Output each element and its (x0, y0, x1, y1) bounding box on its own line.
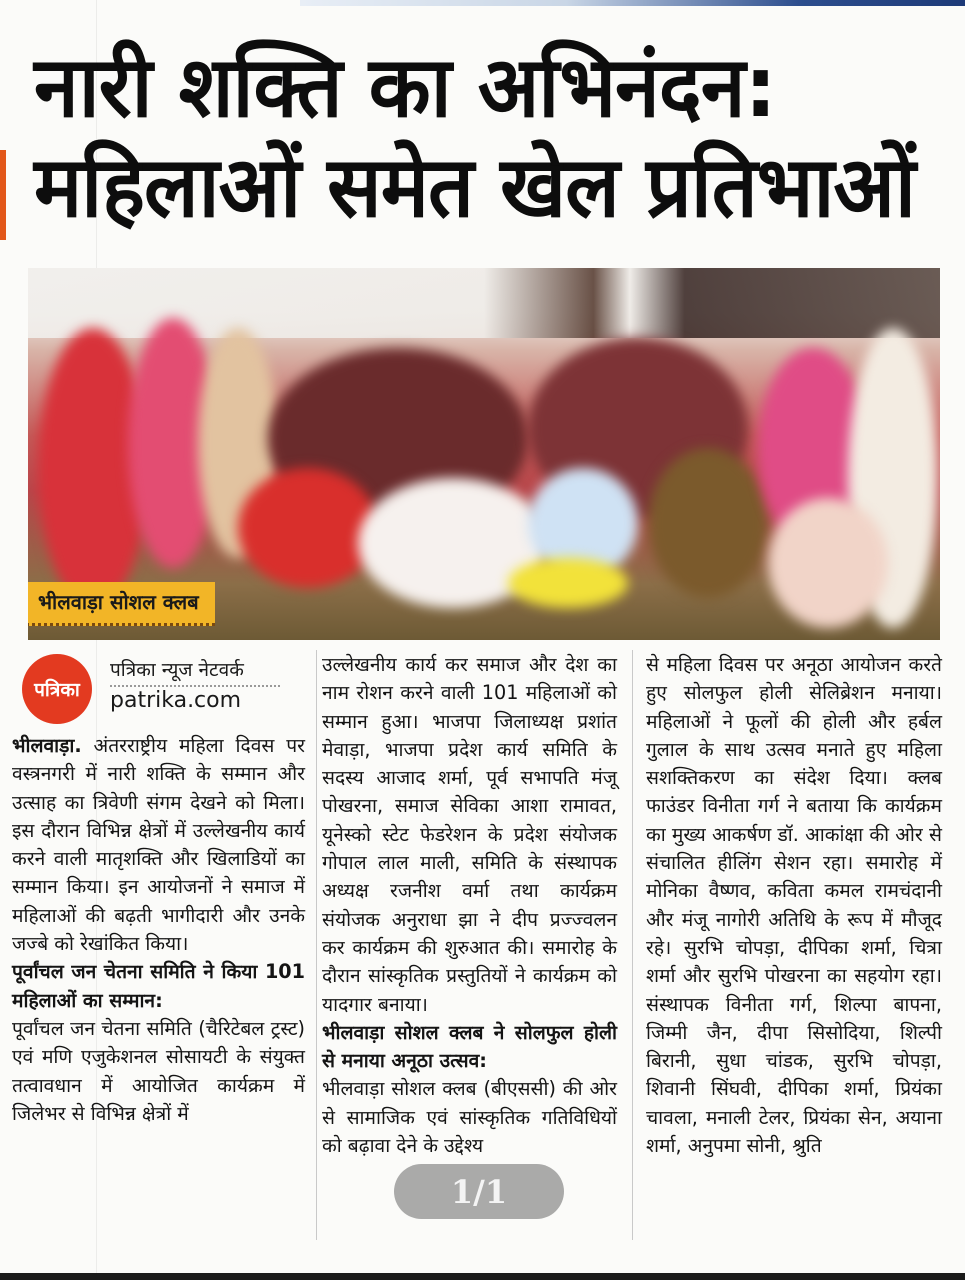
top-color-strip (300, 0, 965, 6)
article-column-2 (322, 651, 617, 1160)
section2-text-part1: भीलवाड़ा सोशल क्लब (बीएससी) की ओर से सामाजिक एवं सांस्कृतिक गतिविधियों को बढ़ावा देने के उद्देश्य (322, 1077, 617, 1158)
headline (34, 38, 936, 236)
column-rule (316, 650, 317, 1240)
section2-heading: भीलवाड़ा सोशल क्लब ने सोलफुल होली से मनाया अनूठा उत्सव: (322, 1020, 617, 1073)
logo-text: पत्रिका (34, 679, 80, 701)
section2-text-part2: से महिला दिवस पर अनूठा आयोजन करते हुए सोलफुल होली सेलिब्रेशन मनाया। महिलाओं ने फूलों की होली और हर्बल गुलाल के साथ उत्सव मनाते हुए महिला सशक्तिकरण का संदेश दिया। क्लब फाउंडर विनीता गर्ग ने बताया कि कार्यक्रम का मुख्य आकर्षण डॉ. आकांक्षा की ओर से संचालित हीलिंग सेशन रहा। समारोह में मोनिका वैष्णव, कविता कमल रामचंदानी और मंजू नागोरी अतिथि के रूप में मौजूद रहे। सुरभि चोपड़ा, दीपिका शर्मा, चित्रा शर्मा और सुरभि पोखरना का सहयोग रहा। संस्थापक विनीता गर्ग, शिल्पा बापना, जिम्मी जैन, दीपा सिसोदिया, शिल्पी बिरानी, सुधा चांडक, सुरभि चोपड़ा, शिवानी सिंघवी, दीपिका शर्मा, प्रियंका चावला, मनाली टेलर, प्रियंका सेन, अयाना शर्मा, अनुपमा सोनी, श्रुति (646, 653, 942, 1158)
page-indicator (394, 1164, 564, 1219)
section1-text-part2: उल्लेखनीय कार्य कर समाज और देश का नाम रोशन करने वाली 101 महिलाओं को सम्मान हुआ। भाजपा जिलाध्यक्ष प्रशांत मेवाड़ा, भाजपा प्रदेश कार्य समिति के सदस्य आजाद शर्मा, पूर्व सभापति मंजू पोखरना, समाज सेविका आशा रामावत, यूनेस्को स्टेट फेडरेशन के प्रदेश संयोजक गोपाल लाल माली, समिति के संस्थापक अध्यक्ष रजनीश वर्मा तथा कार्यक्रम संयोजक अनुराधा झा ने दीप प्रज्ज्वलन कर कार्यक्रम की शुरुआत की। समारोह के दौरान सांस्कृतिक प्रस्तुतियों ने कार्यक्रम को यादगार बनाया। (322, 653, 617, 1016)
column-rule (632, 650, 633, 1240)
patrika-logo (22, 654, 92, 724)
news-network: पत्रिका न्यूज नेटवर्क (110, 659, 244, 681)
article-column-3 (646, 651, 942, 1160)
intro-paragraph (12, 732, 305, 958)
intro-text: अंतरराष्ट्रीय महिला दिवस पर वस्त्रनगरी में नारी शक्ति के सम्मान और उत्साह का त्रिवेणी संगम देखने को मिला। इस दौरान विभिन्न क्षेत्रों में उल्लेखनीय कार्य करने वाली मातृशक्ति और खिलाडियों का सम्मान किया। इन आयोजनों ने समाज में महिलाओं की बढ़ती भागीदारी और उनके जज्बे को रेखांकित किया। (12, 734, 305, 956)
headline-line-2: महिलाओं समेत खेल प्रतिभाओं (34, 138, 915, 236)
bottom-edge-bar (0, 1273, 965, 1280)
left-edge-color-mark (0, 150, 6, 240)
photo-caption-tag: भीलवाड़ा सोशल क्लब (28, 582, 215, 626)
byline-divider (110, 683, 280, 687)
page-indicator-text: 1/1 (450, 1172, 508, 1211)
headline-line-1: नारी शक्ति का अभिनंदन: (34, 38, 776, 136)
website-link[interactable]: patrika.com (110, 688, 242, 713)
dateline: भीलवाड़ा. (12, 734, 82, 757)
article-column-1 (12, 732, 305, 1128)
photo-figure (768, 498, 888, 628)
byline (110, 658, 280, 713)
section1-heading: पूर्वांचल जन चेतना समिति ने किया 101 महिलाओं का सम्मान: (12, 960, 305, 1012)
photo-figure (648, 448, 768, 598)
photo-figure (238, 468, 378, 588)
group-photo (28, 268, 940, 640)
section1-text-part1: पूर्वांचल जन चेतना समिति (चैरिटेबल ट्रस्ट) एवं मणि एजुकेशनल सोसायटी के संयुक्त तत्वावधान में आयोजित कार्यक्रम में जिलेभर से विभिन्न क्षेत्रों में (12, 1016, 305, 1125)
photo-figure (508, 558, 628, 608)
